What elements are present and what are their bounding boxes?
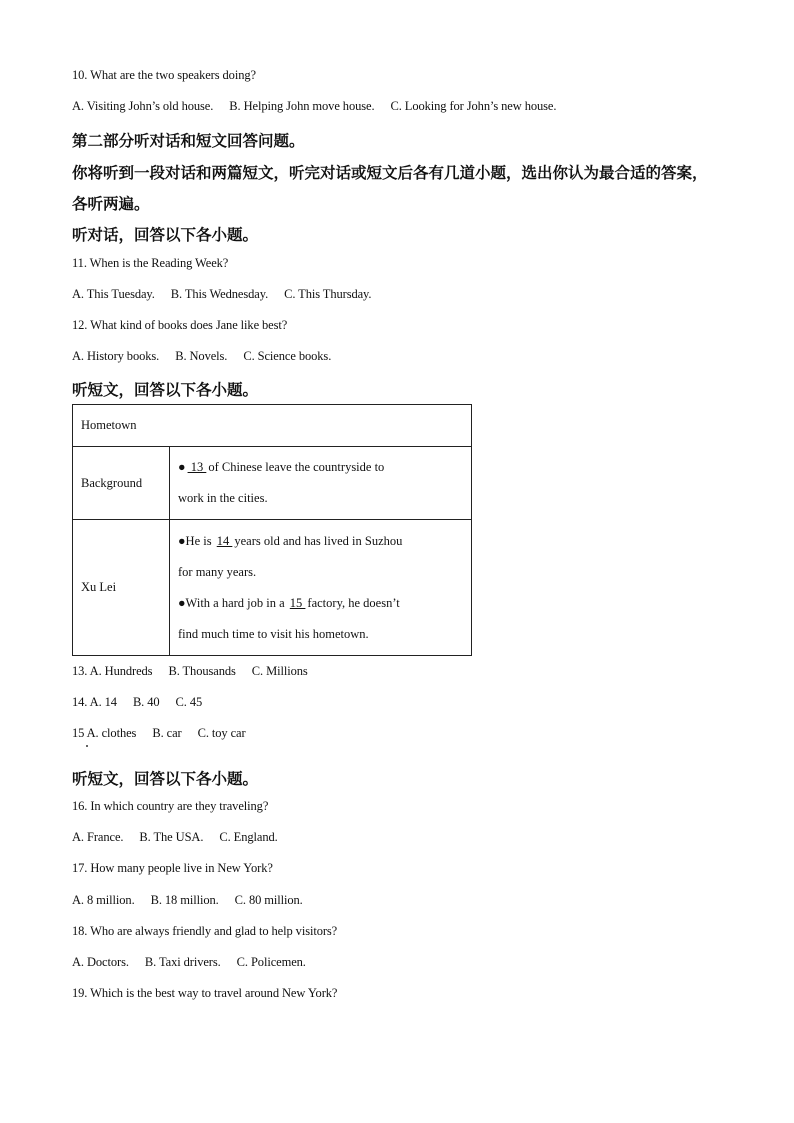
question-10-stem: 10. What are the two speakers doing? [72,68,256,82]
part2-instruction-1: 你将听到一段对话和两篇短文，听完对话或短文后各有几道小题，选出你认为最合适的答案， [72,164,708,182]
question-18-options [72,955,306,970]
section-passage2-heading: 听短文，回答以下各小题。 [72,770,259,788]
option-a: A. 8 million. [72,893,135,907]
row2-line3-start: ●With a hard job in a [178,595,288,610]
option-a: A. Doctors. [72,955,129,969]
option-b: B. 40 [132,695,160,709]
row2-line3-end: factory, he doesn’t [307,595,400,610]
row1-line2: work in the cities. [178,491,268,505]
row-background-content [170,447,472,520]
row-xu-lei-content [170,520,472,656]
option-a: 13. A. Hundreds [72,664,153,678]
section-passage1-heading: 听短文，回答以下各小题。 [72,381,259,399]
option-c: C. Millions [251,664,308,678]
blank-15: 15 [289,595,306,610]
row2-line1-end: years old and has lived in Suzhou [234,533,403,548]
option-a: 15 A. clothes [72,726,137,740]
option-a: 14. A. 14 [72,695,117,709]
question-16-options [72,830,278,845]
part2-title: 第二部分听对话和短文回答问题。 [72,132,305,150]
option-b: B. 18 million. [150,893,219,907]
row-label-xu-lei: Xu Lei [73,520,170,656]
question-12-stem: 12. What kind of books does Jane like best? [72,318,288,332]
option-b: B. The USA. [139,830,204,844]
part2-instruction-2: 各听两遍。 [72,195,150,213]
question-12-options [72,349,331,364]
question-11-options [72,287,371,302]
question-11-stem: 11. When is the Reading Week? [72,256,229,270]
option-c: C. Looking for John’s new house. [390,99,557,113]
row-label-background: Background [73,447,170,520]
hometown-table [72,404,472,656]
question-10-options [72,99,556,114]
option-b: B. Novels. [175,349,228,363]
option-c: C. 45 [175,695,203,709]
question-19-stem: 19. Which is the best way to travel around New York? [72,986,338,1000]
question-18-stem: 18. Who are always friendly and glad to help visitors? [72,924,338,938]
option-a: A. Visiting John’s old house. [72,99,214,113]
option-c: C. Policemen. [236,955,306,969]
table-header: Hometown [73,405,472,447]
option-b: B. Helping John move house. [229,99,375,113]
question-14 [72,695,202,710]
option-a: A. France. [72,830,124,844]
option-c: C. 80 million. [234,893,303,907]
question-13 [72,664,308,679]
row2-line2: for many years. [178,564,257,579]
option-a: A. History books. [72,349,160,363]
option-c: C. toy car [197,726,246,740]
stray-dot [86,745,88,747]
option-b: B. Thousands [168,664,236,678]
option-b: B. Taxi drivers. [144,955,221,969]
option-a: A. This Tuesday. [72,287,155,301]
option-b: B. car [152,726,182,740]
option-b: B. This Wednesday. [170,287,269,301]
option-c: C. Science books. [243,349,332,363]
question-16-stem: 16. In which country are they traveling? [72,799,269,813]
blank-14: 14 [216,533,233,548]
question-15 [72,726,246,741]
option-c: C. This Thursday. [284,287,372,301]
question-17-options [72,893,303,908]
section-dialog-heading: 听对话，回答以下各小题。 [72,226,259,244]
question-17-stem: 17. How many people live in New York? [72,861,273,875]
row1-text: of Chinese leave the countryside to [208,460,385,474]
bullet: ● [178,460,186,474]
blank-13: 13 [187,460,207,474]
row2-line1-start: ●He is [178,533,215,548]
row2-line4: find much time to visit his hometown. [178,626,369,641]
option-c: C. England. [219,830,278,844]
